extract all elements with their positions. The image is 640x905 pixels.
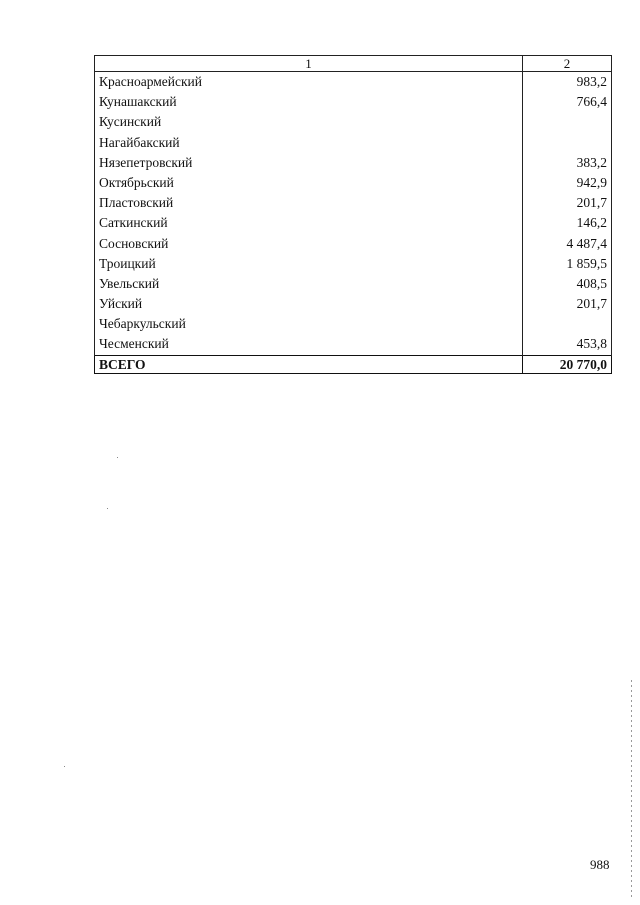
district-value: 1 859,5	[523, 254, 612, 274]
scan-edge-line	[631, 680, 632, 900]
table-body	[95, 72, 612, 356]
table-row	[95, 173, 612, 193]
table-row	[95, 314, 612, 334]
district-value: 453,8	[523, 334, 612, 355]
district-name: Нагайбакский	[95, 133, 523, 153]
district-name: Октябрьский	[95, 173, 523, 193]
district-name: Пластовский	[95, 193, 523, 213]
district-value: 942,9	[523, 173, 612, 193]
district-value	[523, 133, 612, 153]
table-row	[95, 133, 612, 153]
table-row	[95, 153, 612, 173]
district-name: Кунашакский	[95, 92, 523, 112]
district-value: 201,7	[523, 294, 612, 314]
district-name: Увельский	[95, 274, 523, 294]
table-row	[95, 234, 612, 254]
district-value: 201,7	[523, 193, 612, 213]
district-name: Чебаркульский	[95, 314, 523, 334]
table-header-row	[95, 56, 612, 72]
table-row	[95, 92, 612, 112]
district-value: 4 487,4	[523, 234, 612, 254]
allocation-table	[94, 55, 612, 374]
district-name: Красноармейский	[95, 72, 523, 93]
district-value: 766,4	[523, 92, 612, 112]
table-row	[95, 112, 612, 132]
column-header-2: 2	[523, 56, 612, 72]
table-row	[95, 274, 612, 294]
total-row	[95, 355, 612, 373]
scan-speck	[64, 766, 65, 767]
district-value: 983,2	[523, 72, 612, 93]
table-row	[95, 193, 612, 213]
column-header-1: 1	[95, 56, 523, 72]
table-row	[95, 72, 612, 93]
district-value	[523, 112, 612, 132]
scan-speck	[107, 508, 108, 509]
district-name: Кусинский	[95, 112, 523, 132]
district-value: 383,2	[523, 153, 612, 173]
table-row	[95, 254, 612, 274]
table-row	[95, 294, 612, 314]
scan-speck	[117, 457, 118, 458]
district-name: Саткинский	[95, 213, 523, 233]
page-number: 988	[590, 857, 610, 872]
district-value: 146,2	[523, 213, 612, 233]
district-name: Троицкий	[95, 254, 523, 274]
district-name: Нязепетровский	[95, 153, 523, 173]
total-label: ВСЕГО	[95, 355, 523, 373]
table-row	[95, 213, 612, 233]
district-name: Уйский	[95, 294, 523, 314]
table-row	[95, 334, 612, 355]
district-value: 408,5	[523, 274, 612, 294]
district-name: Чесменский	[95, 334, 523, 355]
district-name: Сосновский	[95, 234, 523, 254]
total-value: 20 770,0	[523, 355, 612, 373]
district-value	[523, 314, 612, 334]
